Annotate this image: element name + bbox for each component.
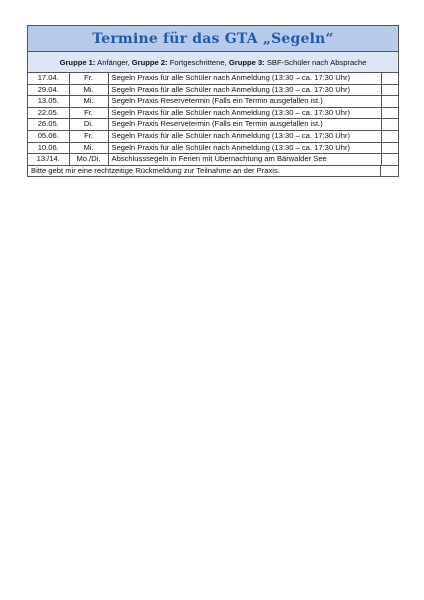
row-day: Mi. — [69, 96, 108, 108]
row-extra-cell — [381, 96, 398, 108]
table-row — [28, 107, 398, 119]
group-3-label: Gruppe 3: — [228, 57, 265, 67]
table-row — [28, 119, 398, 131]
note-extra-cell — [381, 166, 398, 177]
row-description: Segeln Praxis für alle Schüler nach Anmeldung (13:30 – ca. 17:30 Uhr) — [108, 73, 381, 84]
row-date: 17.04. — [28, 73, 69, 84]
schedule-table — [28, 73, 398, 165]
group-3-text: SBF-Schüler nach Absprache — [264, 57, 367, 67]
table-row — [28, 142, 398, 154]
row-date: 22.05. — [28, 107, 69, 119]
group-2-text: Fortgeschrittene, — [167, 57, 229, 67]
row-date: 26.05. — [28, 119, 69, 131]
row-extra-cell — [381, 130, 398, 142]
row-description: Segeln Praxis für alle Schüler nach Anmeldung (13:30 – ca. 17:30 Uhr) — [108, 130, 381, 142]
row-description: Abschlusssegeln in Ferien mit Übernachtung am Bärwalder See — [108, 154, 381, 165]
group-1-text: Anfänger, — [95, 57, 132, 67]
table-row — [28, 73, 398, 84]
row-description: Segeln Praxis Reservetermin (Falls ein Termin ausgefallen ist.) — [108, 119, 381, 131]
groups-legend — [28, 52, 398, 73]
row-extra-cell — [381, 119, 398, 131]
table-row — [28, 130, 398, 142]
row-extra-cell — [381, 84, 398, 96]
row-extra-cell — [381, 73, 398, 84]
row-description: Segeln Praxis Reservetermin (Falls ein Termin ausgefallen ist.) — [108, 96, 381, 108]
row-date: 29.04. — [28, 84, 69, 96]
row-extra-cell — [381, 154, 398, 165]
row-extra-cell — [381, 142, 398, 154]
row-description: Segeln Praxis für alle Schüler nach Anmeldung (13:30 – ca. 17:30 Uhr) — [108, 84, 381, 96]
document-title: Termine für das GTA „Segeln“ — [28, 26, 398, 52]
row-day: Fr. — [69, 107, 108, 119]
row-extra-cell — [381, 107, 398, 119]
group-1-label: Gruppe 1: — [59, 57, 96, 67]
row-date: 13./14. — [28, 154, 69, 165]
row-day: Mo./Di. — [69, 154, 108, 165]
table-row — [28, 84, 398, 96]
row-day: Fr. — [69, 73, 108, 84]
row-description: Segeln Praxis für alle Schüler nach Anmeldung (13:30 – ca. 17:30 Uhr) — [108, 142, 381, 154]
table-row — [28, 96, 398, 108]
row-date: 05.06. — [28, 130, 69, 142]
table-row — [28, 154, 398, 165]
group-2-label: Gruppe 2: — [131, 57, 168, 67]
row-date: 13.05. — [28, 96, 69, 108]
row-day: Di. — [69, 119, 108, 131]
row-day: Mi. — [69, 142, 108, 154]
row-day: Mi. — [69, 84, 108, 96]
schedule-sheet — [27, 25, 399, 177]
feedback-note: Bitte gebt mir eine rechtzeitige Rückmeldung zur Teilnahme an der Praxis. — [28, 166, 381, 177]
note-row — [28, 165, 398, 177]
row-description: Segeln Praxis für alle Schüler nach Anmeldung (13:30 – ca. 17:30 Uhr) — [108, 107, 381, 119]
row-day: Fr. — [69, 130, 108, 142]
row-date: 10.06. — [28, 142, 69, 154]
